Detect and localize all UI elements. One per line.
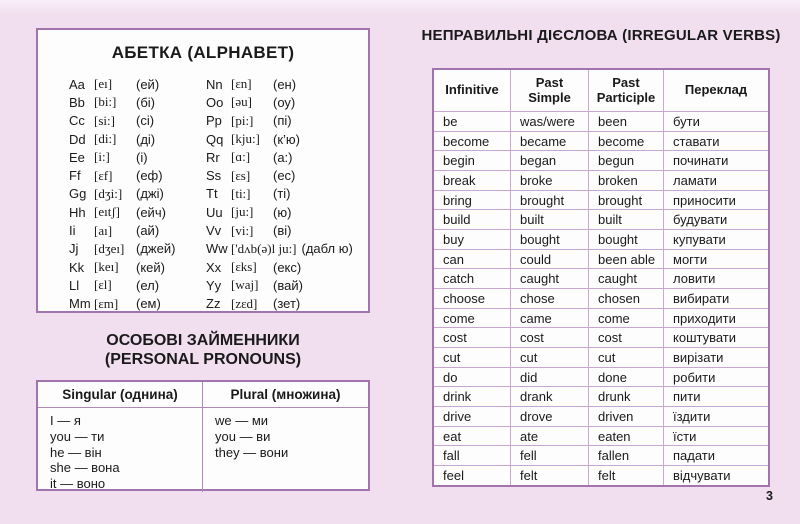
- ipa-transcription: [ɑ:]: [231, 149, 251, 165]
- pronoun-item: I — я: [50, 413, 81, 428]
- letter-pair: Jj: [69, 241, 79, 257]
- alphabet-entry: [69, 166, 206, 184]
- page-number: 3: [766, 489, 773, 503]
- ua-pronunciation: (ес): [273, 168, 296, 184]
- letter-pair: Rr: [206, 149, 220, 165]
- verb-past-participle: driven: [589, 407, 664, 426]
- verb-translation: коштувати: [673, 330, 737, 346]
- ipa-transcription: [ti:]: [231, 185, 251, 201]
- verb-past-simple: drove: [511, 407, 589, 426]
- ua-pronunciation: (ті): [273, 186, 291, 202]
- ua-pronunciation: (ді): [136, 131, 156, 147]
- ipa-transcription: [ɛn]: [231, 76, 252, 92]
- letter-pair: Gg: [69, 186, 87, 202]
- ipa-transcription: [ju:]: [231, 204, 254, 220]
- verb-row: [434, 170, 768, 190]
- letter-pair: Ff: [69, 168, 81, 184]
- letter-pair: Ll: [69, 277, 80, 293]
- ipa-transcription: [di:]: [94, 131, 117, 147]
- alphabet-entry: [69, 240, 206, 258]
- verbs-header-past-simple: Past Simple: [511, 70, 589, 111]
- ipa-transcription: [keı]: [94, 259, 119, 275]
- alphabet-entry: [69, 203, 206, 221]
- alphabet-entry: [206, 148, 368, 166]
- verb-infinitive: feel: [434, 466, 511, 485]
- letter-pair: Hh: [69, 204, 86, 220]
- letter-pair: Uu: [206, 204, 223, 220]
- verb-past-participle: eaten: [589, 427, 664, 446]
- verb-row: [434, 229, 768, 249]
- ipa-transcription: [ɛl]: [94, 277, 112, 293]
- verb-infinitive: fall: [434, 446, 511, 465]
- verbs-header-row: [434, 70, 768, 111]
- alphabet-entry: [69, 112, 206, 130]
- ua-pronunciation: (ен): [273, 76, 297, 92]
- verb-infinitive: bring: [434, 191, 511, 210]
- alphabet-entry: [206, 185, 368, 203]
- alphabet-entry: [69, 148, 206, 166]
- alphabet-entry: [206, 166, 368, 184]
- ua-pronunciation: (джей): [136, 241, 176, 257]
- ua-pronunciation: (ейч): [136, 204, 166, 220]
- ipa-transcription: [waj]: [231, 277, 259, 293]
- verb-past-participle: caught: [589, 269, 664, 288]
- ipa-transcription: [eı]: [94, 76, 113, 92]
- alphabet-entry: [206, 258, 368, 276]
- verb-row: [434, 367, 768, 387]
- ipa-transcription: [i:]: [94, 149, 110, 165]
- alphabet-title: АБЕТКА (ALPHABET): [111, 43, 295, 62]
- verb-translation: робити: [673, 369, 716, 385]
- ipa-transcription: [dʒeı]: [94, 240, 125, 256]
- alphabet-entry: [69, 276, 206, 294]
- pronouns-header-plural: Plural (множина): [203, 382, 368, 408]
- verb-infinitive: eat: [434, 427, 511, 446]
- ipa-transcription: [kju:]: [231, 131, 260, 147]
- letter-pair: Qq: [206, 131, 224, 147]
- verb-past-participle: broken: [589, 171, 664, 190]
- verb-translation: ловити: [673, 271, 716, 287]
- pronouns-table: [36, 380, 370, 491]
- verb-translation: купувати: [673, 231, 726, 247]
- ua-pronunciation: (ві): [273, 223, 292, 239]
- verb-past-simple: caught: [511, 269, 589, 288]
- verb-row: [434, 190, 768, 210]
- verbs-table: [432, 68, 770, 487]
- ua-pronunciation: (зет): [273, 296, 301, 312]
- alphabet-entry: [69, 130, 206, 148]
- alphabet-entry: [69, 185, 206, 203]
- letter-pair: Oo: [206, 94, 224, 110]
- ipa-transcription: [pi:]: [231, 112, 254, 128]
- verb-translation: приходити: [673, 310, 736, 326]
- letter-pair: Kk: [69, 259, 85, 275]
- verb-past-participle: fallen: [589, 446, 664, 465]
- verb-translation: могти: [673, 251, 708, 267]
- verb-row: [434, 426, 768, 446]
- verb-past-participle: done: [589, 368, 664, 387]
- alphabet-entry: [206, 75, 368, 93]
- verb-translation: вибирати: [673, 290, 730, 306]
- verb-row: [434, 386, 768, 406]
- verb-past-simple: cost: [511, 328, 589, 347]
- ipa-transcription: [ɛks]: [231, 259, 257, 275]
- ipa-transcription: [ɛs]: [231, 167, 251, 183]
- verb-translation: їздити: [673, 408, 711, 424]
- verb-row: [434, 131, 768, 151]
- alphabet-entry: [206, 240, 368, 258]
- letter-pair: Dd: [69, 131, 86, 147]
- ipa-transcription: [ɛf]: [94, 167, 113, 183]
- verb-infinitive: begin: [434, 151, 511, 170]
- letter-pair: Xx: [206, 259, 222, 275]
- alphabet-entry: [206, 221, 368, 239]
- verb-translation: їсти: [673, 428, 697, 444]
- verb-infinitive: cut: [434, 348, 511, 367]
- verb-past-participle: drunk: [589, 387, 664, 406]
- verb-infinitive: buy: [434, 230, 511, 249]
- letter-pair: Aa: [69, 76, 85, 92]
- verb-row: [434, 249, 768, 269]
- verb-past-participle: chosen: [589, 289, 664, 308]
- pronouns-singular-list: [38, 408, 203, 492]
- verb-row: [434, 327, 768, 347]
- ua-pronunciation: (еф): [136, 168, 163, 184]
- ua-pronunciation: (а:): [273, 149, 293, 165]
- ua-pronunciation: (кей): [136, 259, 165, 275]
- alphabet-entry: [206, 112, 368, 130]
- verb-past-participle: become: [589, 132, 664, 151]
- verb-past-simple: did: [511, 368, 589, 387]
- ua-pronunciation: (к’ю): [273, 131, 300, 147]
- verb-infinitive: be: [434, 112, 511, 131]
- verb-past-simple: broke: [511, 171, 589, 190]
- ua-pronunciation: (і): [136, 149, 148, 165]
- ua-pronunciation: (вай): [273, 277, 303, 293]
- pronoun-item: it — воно: [50, 476, 106, 492]
- ua-pronunciation: (джі): [136, 186, 164, 202]
- verb-past-simple: cut: [511, 348, 589, 367]
- alphabet-entry: [69, 295, 206, 313]
- ipa-transcription: [bi:]: [94, 94, 117, 110]
- pronoun-item: you — ви: [215, 428, 271, 444]
- verb-infinitive: can: [434, 250, 511, 269]
- verb-translation: пити: [673, 389, 701, 405]
- verb-infinitive: drive: [434, 407, 511, 426]
- verb-infinitive: build: [434, 210, 511, 229]
- ua-pronunciation: (бі): [136, 94, 155, 110]
- verb-past-simple: was/were: [511, 112, 589, 131]
- verb-translation: падати: [673, 448, 716, 464]
- verb-row: [434, 268, 768, 288]
- pronouns-title: [36, 331, 370, 369]
- ua-pronunciation: (ел): [136, 277, 160, 293]
- verb-past-simple: could: [511, 250, 589, 269]
- pronoun-item: we — ми: [215, 413, 269, 428]
- verb-translation: бути: [673, 113, 700, 129]
- letter-pair: Ee: [69, 149, 85, 165]
- letter-pair: Ss: [206, 168, 222, 184]
- letter-pair: Ii: [69, 223, 76, 239]
- ua-pronunciation: (оу): [273, 94, 296, 110]
- letter-pair: Cc: [69, 113, 85, 129]
- verb-translation: вирізати: [673, 349, 724, 365]
- verbs-header-past-participle: Past Participle: [589, 70, 664, 111]
- alphabet-entry: [69, 75, 206, 93]
- letter-pair: Nn: [206, 76, 223, 92]
- ipa-transcription: [dʒi:]: [94, 185, 123, 201]
- pronoun-item: she — вона: [50, 460, 120, 476]
- alphabet-entry: [206, 295, 368, 313]
- verbs-header-infinitive: Infinitive: [434, 70, 511, 111]
- verb-row: [434, 288, 768, 308]
- verb-past-simple: bought: [511, 230, 589, 249]
- ipa-transcription: [si:]: [94, 112, 115, 128]
- letter-pair: Yy: [206, 277, 222, 293]
- pronoun-item: he — він: [50, 444, 102, 460]
- ipa-transcription: [eıtʃ]: [94, 204, 120, 220]
- verb-past-simple: built: [511, 210, 589, 229]
- verb-past-simple: drank: [511, 387, 589, 406]
- alphabet-entry: [206, 93, 368, 111]
- letter-pair: Vv: [206, 223, 222, 239]
- letter-pair: Ww: [206, 241, 228, 257]
- alphabet-entry: [69, 258, 206, 276]
- verb-past-participle: been able: [589, 250, 664, 269]
- ua-pronunciation: (дабл ю): [301, 241, 353, 257]
- pronoun-item: you — ти: [50, 428, 105, 444]
- alphabet-column-right: [206, 75, 368, 313]
- verb-translation: ставати: [673, 133, 720, 149]
- verb-past-simple: began: [511, 151, 589, 170]
- ua-pronunciation: (ем): [136, 296, 161, 312]
- alphabet-entry: [69, 93, 206, 111]
- letter-pair: Pp: [206, 113, 222, 129]
- verb-translation: ламати: [673, 172, 717, 188]
- verbs-title: НЕПРАВИЛЬНІ ДІЄСЛОВА (IRREGULAR VERBS): [421, 27, 781, 44]
- verb-translation: приносити: [673, 192, 736, 208]
- alphabet-columns: [38, 75, 368, 313]
- ipa-transcription: [vi:]: [231, 222, 254, 238]
- alphabet-entry: [206, 130, 368, 148]
- pronouns-title-line1: ОСОБОВІ ЗАЙМЕННИКИ: [106, 332, 300, 349]
- ipa-transcription: ['dʌb(ə)l ju:]: [231, 240, 297, 256]
- letter-pair: Zz: [206, 296, 221, 312]
- verb-past-participle: bought: [589, 230, 664, 249]
- pronoun-item: they — вони: [215, 444, 289, 460]
- ua-pronunciation: (екс): [273, 259, 302, 275]
- ipa-transcription: [əu]: [231, 94, 252, 110]
- verb-infinitive: catch: [434, 269, 511, 288]
- verb-past-participle: cost: [589, 328, 664, 347]
- verb-infinitive: come: [434, 309, 511, 328]
- verb-row: [434, 150, 768, 170]
- verb-row: [434, 406, 768, 426]
- verb-infinitive: become: [434, 132, 511, 151]
- verb-past-simple: fell: [511, 446, 589, 465]
- verb-past-participle: been: [589, 112, 664, 131]
- ua-pronunciation: (ай): [136, 223, 160, 239]
- letter-pair: Tt: [206, 186, 218, 202]
- ua-pronunciation: (ей): [136, 76, 160, 92]
- verb-past-simple: chose: [511, 289, 589, 308]
- verb-row: [434, 347, 768, 367]
- ipa-transcription: [aı]: [94, 222, 113, 238]
- alphabet-panel: [36, 28, 370, 313]
- verb-past-simple: ate: [511, 427, 589, 446]
- verb-infinitive: break: [434, 171, 511, 190]
- verb-past-simple: felt: [511, 466, 589, 485]
- verb-row: [434, 308, 768, 328]
- pronouns-plural-list: [203, 408, 368, 492]
- alphabet-entry: [69, 221, 206, 239]
- verb-row: [434, 111, 768, 131]
- verb-row: [434, 209, 768, 229]
- pronouns-title-line2: (PERSONAL PRONOUNS): [104, 351, 302, 368]
- verb-past-participle: come: [589, 309, 664, 328]
- ua-pronunciation: (сі): [136, 113, 155, 129]
- letter-pair: Bb: [69, 94, 85, 110]
- verb-past-simple: brought: [511, 191, 589, 210]
- verb-translation: будувати: [673, 212, 728, 228]
- verb-past-participle: cut: [589, 348, 664, 367]
- ipa-transcription: [ɛm]: [94, 295, 119, 311]
- verb-past-simple: came: [511, 309, 589, 328]
- ua-pronunciation: (пі): [273, 113, 292, 129]
- verbs-header-translation: Переклад: [684, 82, 748, 98]
- ipa-transcription: [zɛd]: [231, 295, 258, 311]
- verb-infinitive: drink: [434, 387, 511, 406]
- verb-infinitive: choose: [434, 289, 511, 308]
- verb-past-participle: brought: [589, 191, 664, 210]
- verb-past-participle: begun: [589, 151, 664, 170]
- alphabet-entry: [206, 276, 368, 294]
- verb-past-participle: built: [589, 210, 664, 229]
- alphabet-column-left: [69, 75, 206, 313]
- verb-infinitive: cost: [434, 328, 511, 347]
- ua-pronunciation: (ю): [273, 204, 292, 220]
- letter-pair: Mm: [69, 296, 91, 312]
- verb-row: [434, 445, 768, 465]
- verb-row: [434, 465, 768, 485]
- verb-translation: відчувати: [673, 467, 731, 483]
- verb-past-simple: became: [511, 132, 589, 151]
- verb-translation: починати: [673, 153, 729, 169]
- alphabet-entry: [206, 203, 368, 221]
- verb-past-participle: felt: [589, 466, 664, 485]
- pronouns-header-singular: Singular (однина): [38, 382, 203, 408]
- verb-infinitive: do: [434, 368, 511, 387]
